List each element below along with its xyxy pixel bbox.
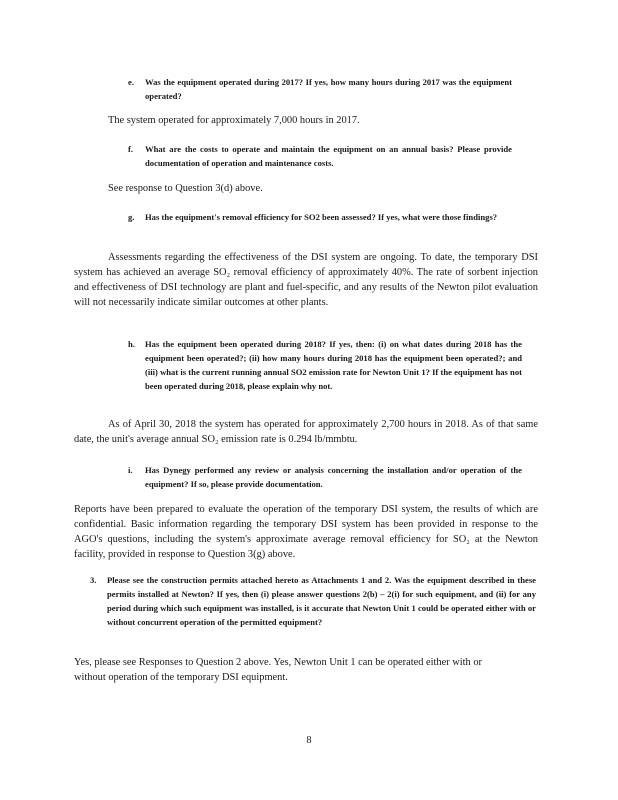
- question-text: Was the equipment operated during 2017? If yes, how many hours during 2017 was the equipment operated?: [145, 77, 512, 101]
- question-number: 3.: [90, 575, 97, 585]
- question-g: [128, 210, 522, 238]
- question-text: Has the equipment been operated during 2018? If yes, then: (i) on what dates during 2018 has the equipment been operated?; (ii) how many hours during 2018 has the equipment been operated?; and (iii) what is the current running annual SO2 emission rate for Newton Unit 1? If the equipment has not been operated during 2018, please explain why not.: [145, 339, 522, 391]
- question-text: Has the equipment's removal efficiency for SO2 been assessed? If yes, what were those findings?: [145, 212, 498, 222]
- answer-3: Yes, please see Responses to Question 2 above. Yes, Newton Unit 1 can be operated either with or without operation of the temporary DSI equipment.: [74, 657, 482, 683]
- question-text: What are the costs to operate and maintain the equipment on an annual basis? Please provide documentation of operation and maintenance costs.: [145, 144, 512, 168]
- question-text: Please see the construction permits attached hereto as Attachments 1 and 2. Was the equipment described in these permits installed at Newton? If yes, then (i) please answer questions 2(b) – 2(i) for such equipment, and (ii) for any period during which such equipment was installed, is it accurate that Newton Unit 1 could be operated either with or without concurrent operation of the permitted equipment?: [107, 575, 536, 627]
- page-number: 8: [306, 735, 312, 746]
- question-text: Has Dynegy performed any review or analysis concerning the installation and/or operation of the equipment? If so, please provide documentation.: [145, 465, 522, 489]
- answer-e: The system operated for approximately 7,000 hours in 2017.: [108, 115, 360, 126]
- question-number: e.: [128, 77, 134, 87]
- answer-h: As of April 30, 2018 the system has operated for approximately 2,700 hours in 2018. As of that same date, the unit's average annual SO₂ emission rate is 0.294 lb/mmbtu.: [74, 419, 538, 445]
- question-h: [128, 337, 522, 407]
- question-3: [90, 573, 536, 643]
- answer-f: See response to Question 3(d) above.: [108, 183, 263, 194]
- question-e: [128, 75, 512, 103]
- question-number: i.: [128, 465, 133, 475]
- question-number: f.: [128, 144, 134, 154]
- answer-g: Assessments regarding the effectiveness of the DSI system are ongoing. To date, the temporary DSI system has achieved an average SO₂ removal efficiency of approximately 40%. The rate of sorbent injection and effectiveness of DSI technology are plant and fuel-specific, and any results of the Newton pilot evaluation will not necessarily indicate similar outcomes at other plants.: [74, 252, 538, 308]
- question-number: g.: [128, 212, 135, 222]
- answer-i: Reports have been prepared to evaluate the operation of the temporary DSI system, the results of which are confidential. Basic information regarding the temporary DSI system has been provided in response to the AGO's questions, including the system's approximate average removal efficiency for SO₂ at the Newton facility, provided in response to Question 3(g) above.: [74, 504, 538, 560]
- question-i: [128, 463, 522, 491]
- question-number: h.: [128, 339, 135, 349]
- question-f: [128, 142, 512, 170]
